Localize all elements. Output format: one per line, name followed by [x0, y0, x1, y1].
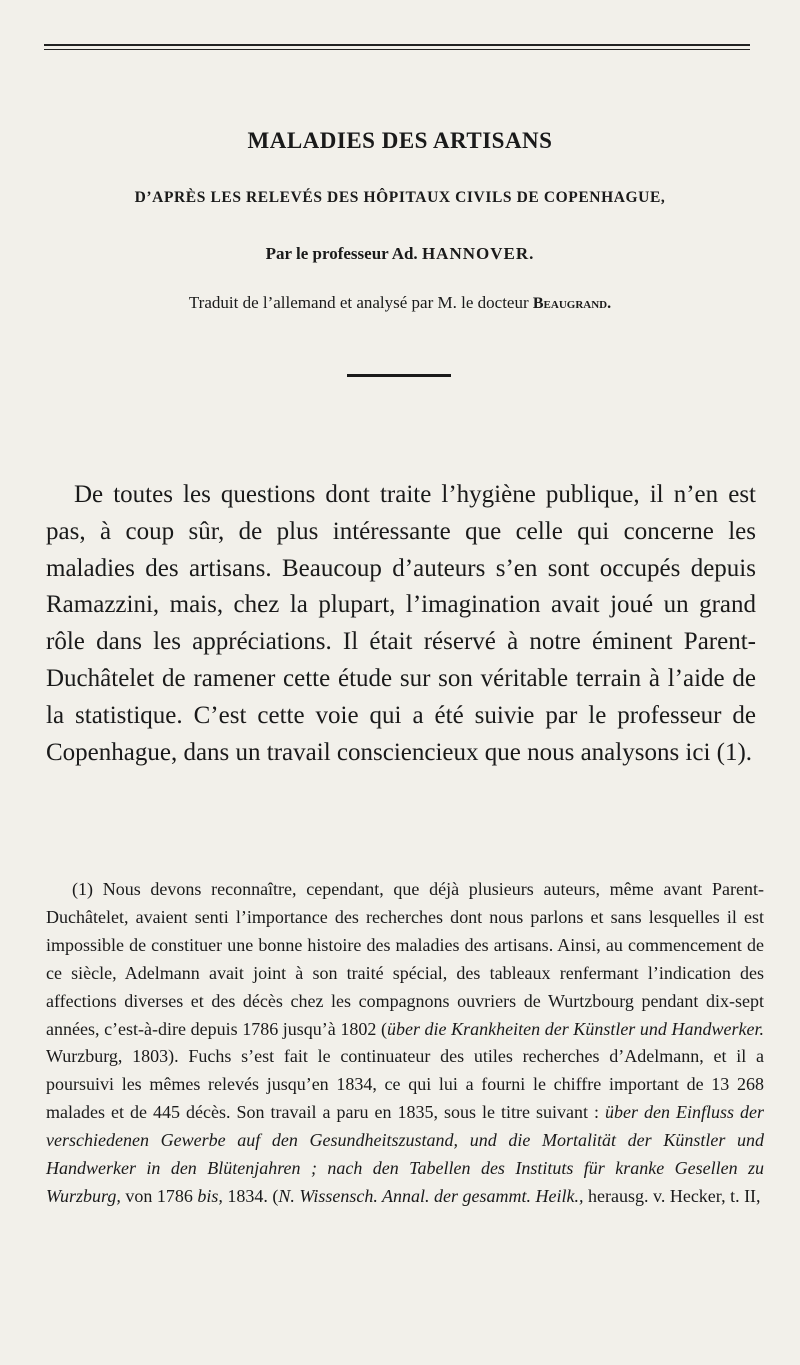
footnote-italic-2: über den Einfluss der verschiedenen Gewerbe auf den Gesundheitszustand, und die Mortalität der Künstler und Handwerker in den Blütenjahren ; nach den Tabellen des Instituts für kranke Gesellen zu Wurzburg, [46, 1102, 764, 1206]
footnote-text-3: von 1786 [120, 1185, 198, 1206]
author-name: HANNOVER. [421, 244, 535, 263]
author-prefix: Par le professeur Ad. [265, 244, 418, 263]
footnote-italic-1: über die Krankheiten der Künstler und Handwerker. [386, 1018, 764, 1039]
footnote-text-5: herausg. v. Hecker, t. II, [583, 1185, 761, 1206]
article-title: MALADIES DES ARTISANS [247, 128, 553, 153]
footnote-text-4: 1834. ( [222, 1185, 279, 1206]
footnote-italic-4: N. Wissensch. Annal. der gesammt. Heilk., [278, 1185, 584, 1206]
translator-line [0, 293, 800, 313]
article-subtitle: D’APRÈS LES RELEVÉS DES HÔPITAUX CIVILS DE COPENHAGUE, [134, 189, 666, 206]
footnote-text-1: (1) Nous devons reconnaître, cependant, que déjà plusieurs auteurs, même avant Parent-Duchâtelet, avaient senti l’importance des recherches dont nous parlons et sans lesquelles il est impossible de constituer une bonne histoire des maladies des artisans. Ainsi, au commencement de ce siècle, Adelmann avait joint à son traité spécial, des tableaux renfermant l’indication des affections diverses et des décès chez les compagnons ouvriers de Wurtzbourg pendant dix-sept années, c’est-à-dire depuis 1786 jusqu’à 1802 ( [46, 879, 764, 1039]
footnote-italic-3: bis, [197, 1185, 223, 1206]
author-line [0, 244, 800, 264]
body-paragraph: De toutes les questions dont traite l’hygiène publique, il n’en est pas, à coup sûr, de plus intéressante que celle qui concerne les maladies des artisans. Beaucoup d’auteurs s’en sont occupés depuis Ramazzini, mais, chez la plupart, l’imagination avait joué un grand rôle dans les appréciations. Il était réservé à notre éminent Parent-Duchâtelet de ramener cette étude sur son véritable terrain à l’aide de la statistique. C’est cette voie qui a été suivie par le professeur de Copenhague, dans un travail consciencieux que nous analysons ici (1). [46, 481, 756, 766]
footnote [46, 876, 764, 1211]
header-rule-thin [44, 49, 750, 50]
translator-name: Beaugrand. [532, 295, 612, 312]
header-rule-thick [44, 44, 750, 46]
section-divider [347, 374, 451, 377]
translator-prefix: Traduit de l’allemand et analysé par M. le docteur [188, 293, 529, 312]
footnote-text-2: Wurzburg, 1803). Fuchs s’est fait le continuateur des utiles recherches d’Adelmann, et il a poursuivi les mêmes relevés jusqu’en 1834, ce qui lui a fourni le chiffre important de 13 268 malades et de 445 décès. Son travail a paru en 1835, sous le titre suivant : [46, 1046, 764, 1123]
